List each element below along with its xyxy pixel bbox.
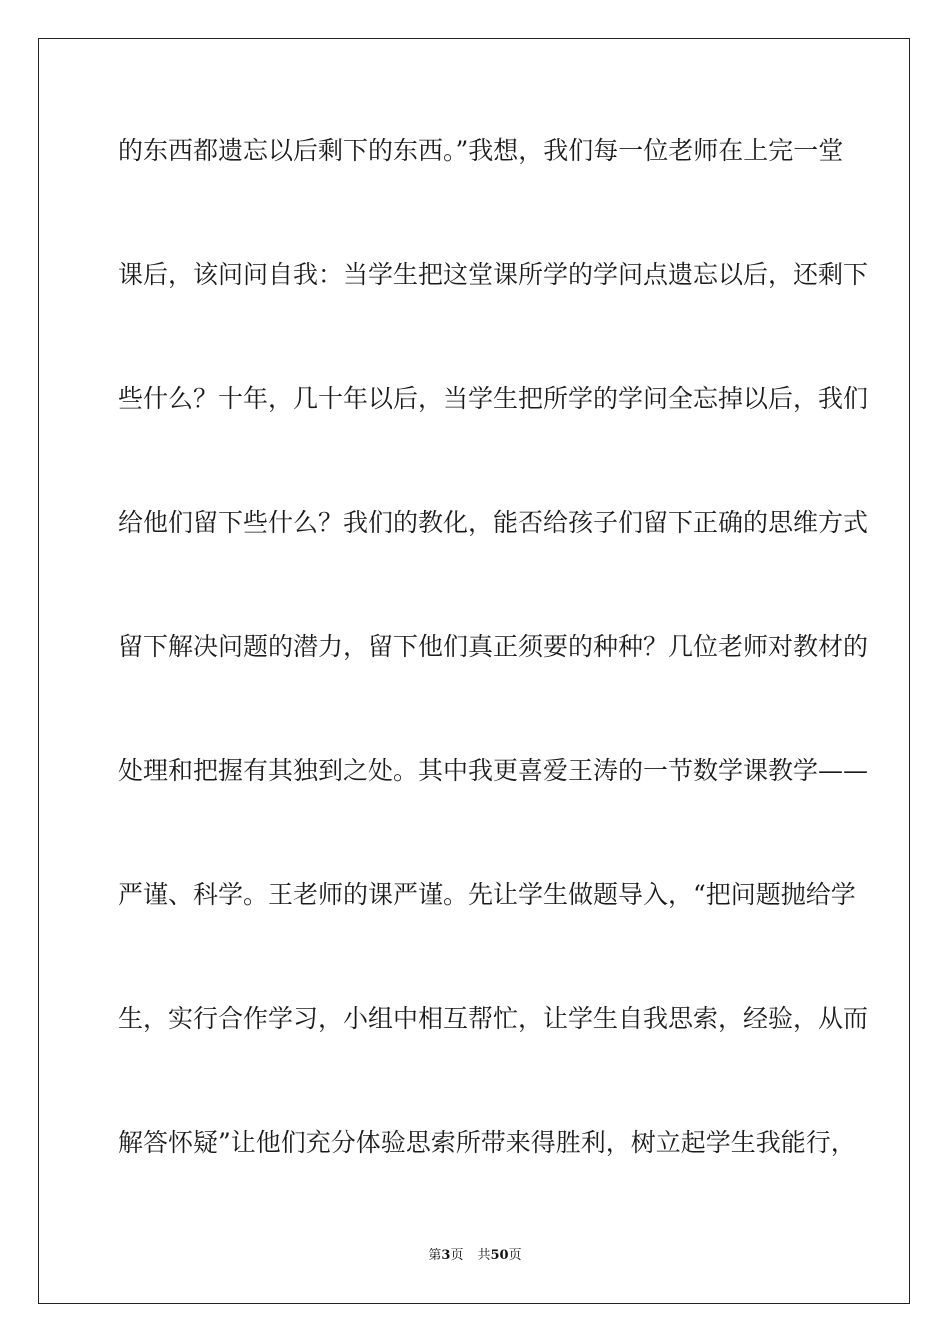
body-line-9: 解答怀疑”让他们充分体验思索所带来得胜利，树立起学生我能行， — [118, 1128, 856, 1157]
page-border — [38, 38, 910, 1304]
body-line-6: 处理和把握有其独到之处。其中我更喜爱王涛的一节数学课教学—— — [118, 756, 869, 785]
total-pages-prefix: 共 — [477, 1248, 491, 1263]
body-line-1: 的东西都遗忘以后剩下的东西。”我想，我们每一位老师在上完一堂 — [118, 136, 844, 165]
body-line-2: 课后，该问问自我：当学生把这堂课所学的学问点遗忘以后，还剩下 — [118, 260, 869, 289]
page-footer — [0, 1246, 950, 1266]
total-pages-suffix: 页 — [508, 1248, 522, 1263]
body-line-3: 些什么？十年，几十年以后，当学生把所学的学问全忘掉以后，我们 — [118, 384, 869, 413]
body-line-7: 严谨、科学。王老师的课严谨。先让学生做题导入，“把问题抛给学 — [118, 880, 856, 909]
body-line-5: 留下解决问题的潜力，留下他们真正须要的种种？几位老师对教材的 — [118, 632, 869, 661]
total-pages: 50 — [490, 1248, 509, 1263]
body-line-8: 生，实行合作学习，小组中相互帮忙，让学生自我思索，经验，从而 — [118, 1004, 869, 1033]
page-number: 3 — [441, 1248, 451, 1263]
page-number-suffix: 页 — [450, 1248, 464, 1263]
page-number-prefix: 第 — [428, 1248, 442, 1263]
body-line-4: 给他们留下些什么？我们的教化，能否给孩子们留下正确的思维方式 — [118, 508, 869, 537]
